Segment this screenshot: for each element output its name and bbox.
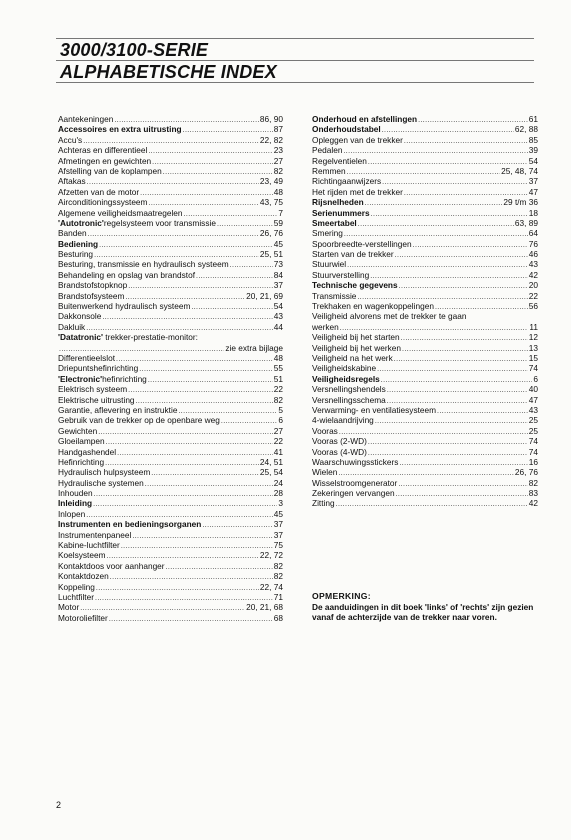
index-entry: [312, 156, 538, 166]
entry-page: 20, 21, 69: [246, 290, 283, 301]
index-entry: [312, 363, 538, 373]
index-entry: [58, 145, 283, 155]
index-entry: [58, 457, 283, 467]
entry-page: 43: [528, 259, 538, 270]
entry-title: Versnellingshendels: [312, 384, 386, 395]
index-entry: [312, 374, 538, 384]
index-entry: [312, 353, 538, 363]
entry-title: Kontaktdoos voor aanhanger: [58, 560, 165, 571]
entry-page: 43: [273, 311, 283, 322]
entry-title: Instrumentenpaneel: [58, 529, 132, 540]
index-entry: [58, 415, 283, 425]
entry-title: Regelventielen: [312, 155, 367, 166]
index-entry: [58, 322, 283, 332]
index-entry: [312, 343, 538, 353]
entry-title: Wielen: [312, 467, 338, 478]
entry-title: Kontaktdozen: [58, 571, 109, 582]
entry-title: Veiligheid bij het werken: [312, 342, 402, 353]
entry-page: 6: [278, 415, 283, 426]
index-entry: [312, 436, 538, 446]
index-entry: [312, 124, 538, 134]
entry-title: Hefinrichting: [58, 456, 105, 467]
entry-page: 47: [528, 186, 538, 197]
index-column-left: [58, 114, 283, 623]
entry-title: Inhouden: [58, 488, 93, 499]
index-entry: [312, 187, 538, 197]
entry-title: 'Autotronic': [58, 217, 104, 228]
index-entry: [58, 291, 283, 301]
index-entry: [58, 208, 283, 218]
index-entry: [312, 135, 538, 145]
entry-title: Spoorbreedte-verstellingen: [312, 238, 412, 249]
entry-title: Pedalen: [312, 145, 343, 156]
entry-title: Smeertabel: [312, 217, 357, 228]
entry-title: Verwarming- en ventilatiesysteem: [312, 404, 437, 415]
index-entry: [312, 218, 538, 228]
entry-page: 41: [273, 446, 283, 457]
index-entry: [58, 613, 283, 623]
entry-page: 20: [528, 280, 538, 291]
index-entry: [58, 405, 283, 415]
entry-title: Wisselstroomgenerator: [312, 477, 398, 488]
index-entry: [58, 270, 283, 280]
entry-title: Instrumenten en bedieningsorganen: [58, 519, 202, 530]
index-entry: [312, 145, 538, 155]
index-title: ALPHABETISCHE INDEX: [60, 62, 277, 82]
entry-title: Kabine-luchtfilter: [58, 540, 120, 551]
entry-title: Vooras (2-WD): [312, 436, 367, 447]
entry-page: 74: [528, 363, 538, 374]
entry-title: Hydraulisch hulpsysteem: [58, 467, 151, 478]
index-entry: [58, 135, 283, 145]
entry-page: 7: [278, 207, 283, 218]
entry-page: 27: [273, 425, 283, 436]
index-entry: [58, 280, 283, 290]
entry-page: 47: [528, 394, 538, 405]
entry-page: 13: [528, 342, 538, 353]
index-entry: [58, 395, 283, 405]
index-entry: [58, 301, 283, 311]
entry-title: Banden: [58, 228, 87, 239]
index-entry: [312, 426, 538, 436]
entry-page: 37: [273, 519, 283, 530]
entry-page: 68: [273, 612, 283, 623]
entry-title: 'Datatronic': [58, 332, 103, 343]
index-entry: [58, 187, 283, 197]
index-entry: [58, 447, 283, 457]
index-entry: [312, 208, 538, 218]
entry-title: Differentieelslot: [58, 353, 116, 363]
index-entry: [58, 156, 283, 166]
index-entry: [58, 249, 283, 259]
entry-title: Trekhaken en wagenkoppelingen: [312, 301, 434, 312]
entry-title: Luchtfilter: [58, 591, 94, 602]
entry-title: Dakluik: [58, 321, 86, 332]
index-entry: [58, 124, 283, 134]
entry-page: 48: [273, 186, 283, 197]
entry-title: Smering: [312, 228, 343, 239]
entry-title: Zitting: [312, 498, 335, 509]
entry-page: 12: [528, 332, 538, 343]
entry-page: 40: [528, 384, 538, 395]
index-entry: [312, 332, 538, 342]
entry-page: 15: [528, 353, 538, 363]
entry-title: Rijsnelheden: [312, 197, 364, 208]
index-entry: [58, 467, 283, 477]
entry-title: Inleiding: [58, 498, 93, 509]
entry-page: 54: [528, 155, 538, 166]
entry-page: 16: [528, 456, 538, 467]
entry-page: 22, 82: [259, 134, 283, 145]
entry-title: Remmen: [312, 165, 346, 176]
entry-title: Onderhoud en afstellingen: [312, 114, 418, 124]
entry-title: Motor: [58, 602, 80, 613]
entry-page: 74: [528, 446, 538, 457]
index-entry: [58, 353, 283, 363]
entry-page: 62, 88: [514, 124, 538, 135]
entry-title: Vooras: [312, 425, 338, 436]
index-entry: [58, 571, 283, 581]
entry-page: 22: [273, 384, 283, 395]
index-entry: [58, 561, 283, 571]
entry-page: 27: [273, 155, 283, 166]
entry-page: 76: [528, 238, 538, 249]
index-entry: [312, 228, 538, 238]
entry-page: 5: [278, 404, 283, 415]
entry-page: 42: [528, 498, 538, 509]
entry-title: Bediening: [58, 238, 99, 249]
index-entry: [312, 405, 538, 415]
index-entry: [58, 166, 283, 176]
entry-page: 3: [278, 498, 283, 509]
entry-title: Afmetingen en gewichten: [58, 155, 152, 166]
entry-page: 11: [529, 321, 538, 332]
index-entry: [312, 457, 538, 467]
entry-page: 25, 51: [259, 249, 283, 260]
entry-title: Aftakas: [58, 176, 86, 187]
entry-title: Gebruik van de trekker op de openbare weg: [58, 415, 220, 426]
entry-title: Accessoires en extra uitrusting: [58, 124, 182, 135]
entry-page: 23, 49: [259, 176, 283, 187]
entry-title: Versnellingsschema: [312, 394, 386, 405]
entry-title: Elektrische uitrusting: [58, 394, 135, 405]
index-entry: [58, 436, 283, 446]
index-entry: [58, 550, 283, 560]
entry-page: zie extra bijlage: [225, 342, 283, 353]
entry-title: Besturing, transmissie en hydraulisch systeem: [58, 259, 229, 270]
entry-title: Besturing: [58, 249, 94, 260]
note-block: [312, 591, 540, 623]
index-entry: [312, 488, 538, 498]
entry-page: 28: [273, 488, 283, 499]
index-entry: [58, 259, 283, 269]
dot-leader: [336, 498, 528, 510]
index-entry: [58, 218, 283, 228]
entry-page: 43, 75: [259, 197, 283, 208]
entry-title: Elektrisch systeem: [58, 384, 128, 395]
entry-page: 82: [528, 477, 538, 488]
entry-page: 63, 89: [514, 217, 538, 228]
entry-page: 25: [528, 415, 538, 426]
entry-page: 39: [528, 145, 538, 156]
entry-title: Hydraulische systemen: [58, 477, 144, 488]
index-entry: [312, 291, 538, 301]
index-entry: [58, 239, 283, 249]
entry-page: 29 t/m 36: [503, 197, 538, 208]
entry-page: 64: [528, 228, 538, 239]
entry-page: 48: [273, 353, 283, 363]
entry-title: Algemene veiligheidsmaatregelen: [58, 207, 183, 218]
entry-title: Driepuntshefinrichting: [58, 363, 139, 374]
entry-page: 37: [273, 280, 283, 291]
entry-page: 45: [273, 508, 283, 519]
entry-title: Onderhoudstabel: [312, 124, 381, 135]
entry-page: 22, 74: [259, 581, 283, 592]
entry-page: 87: [273, 124, 283, 135]
entry-title: Gloeilampen: [58, 436, 105, 447]
index-entry: [312, 114, 538, 124]
entry-page: 71: [273, 591, 283, 602]
entry-title: Stuurwiel: [312, 259, 347, 270]
entry-title: Koppeling: [58, 581, 95, 592]
entry-title: Motoroliefilter: [58, 612, 108, 623]
entry-title: 4-wielaandrijving: [312, 415, 374, 426]
index-entry: [58, 592, 283, 602]
entry-page: 85: [528, 134, 538, 145]
index-entry: [58, 197, 283, 207]
entry-page: 61: [528, 114, 538, 124]
entry-page: 46: [528, 249, 538, 260]
entry-page: 73: [273, 259, 283, 270]
entry-page: 54: [273, 301, 283, 312]
entry-page: 37: [528, 176, 538, 187]
entry-page: 51: [273, 373, 283, 384]
note-heading: OPMERKING:: [312, 591, 371, 601]
entry-page: 26, 76: [514, 467, 538, 478]
index-entry: [312, 478, 538, 488]
index-entry: [312, 384, 538, 394]
entry-title: Buitenwerkend hydraulisch systeem: [58, 301, 191, 312]
entry-title: Dakkonsole: [58, 311, 102, 322]
entry-page: 6: [533, 373, 538, 384]
entry-page: 84: [273, 269, 283, 280]
entry-title: 'Electronic': [58, 373, 103, 384]
entry-title: Aantekeningen: [58, 114, 114, 124]
entry-page: 45: [273, 238, 283, 249]
entry-title: Accu's: [58, 134, 83, 145]
entry-page: 83: [528, 488, 538, 499]
entry-title: Achteras en differentieel: [58, 145, 148, 156]
entry-title: trekker-prestatie-monitor:: [102, 332, 198, 343]
entry-title: Afstelling van de koplampen: [58, 165, 162, 176]
entry-page: 86, 90: [259, 114, 283, 124]
entry-title: Veiligheidsregels: [312, 373, 380, 384]
index-column-right: [312, 114, 538, 509]
entry-title: hefinrichting: [102, 373, 147, 384]
index-entry: [312, 447, 538, 457]
index-entry: [312, 270, 538, 280]
page-header: [56, 38, 534, 83]
entry-title: Inlopen: [58, 508, 86, 519]
entry-page: 44: [273, 321, 283, 332]
entry-page: 43: [528, 404, 538, 415]
index-entry: [312, 166, 538, 176]
index-entry: [58, 332, 283, 353]
entry-page: 59: [273, 217, 283, 228]
index-entry: [58, 509, 283, 519]
entry-title: Brandstofsysteem: [58, 290, 125, 301]
index-entry: [58, 519, 283, 529]
entry-page: 25, 48, 74: [501, 165, 538, 176]
index-entry: [58, 602, 283, 612]
dot-leader: [109, 613, 273, 625]
series-title: 3000/3100-SERIE: [60, 40, 209, 60]
entry-page: 82: [273, 571, 283, 582]
index-entry: [58, 540, 283, 550]
entry-page: 26, 76: [259, 228, 283, 239]
entry-page: 22: [528, 290, 538, 301]
entry-page: 22: [273, 436, 283, 447]
entry-title: Brandstofstopknop: [58, 280, 128, 291]
index-entry: [312, 280, 538, 290]
index-entry: [312, 249, 538, 259]
header-bottom-rule: [56, 82, 534, 83]
index-entry: [312, 415, 538, 425]
entry-title: Gewichten: [58, 425, 98, 436]
entry-page: 55: [273, 363, 283, 374]
index-entry: [312, 197, 538, 207]
entry-title: Veiligheid bij het starten: [312, 332, 400, 343]
index-entry: [58, 363, 283, 373]
page-number: 2: [56, 800, 62, 810]
entry-title: Zekeringen vervangen: [312, 488, 395, 499]
entry-title: Veiligheidskabine: [312, 363, 377, 374]
index-entry: [58, 176, 283, 186]
index-entry: [58, 488, 283, 498]
entry-page: 24, 51: [259, 456, 283, 467]
index-entry: [312, 239, 538, 249]
entry-title: Behandeling en opslag van brandstof: [58, 269, 196, 280]
entry-page: 82: [273, 394, 283, 405]
entry-page: 23: [273, 145, 283, 156]
entry-title: Vooras (4-WD): [312, 446, 367, 457]
entry-title: Garantie, aflevering en instruktie: [58, 404, 178, 415]
entry-page: 75: [273, 540, 283, 551]
index-entry: [312, 498, 538, 508]
index-entry: [58, 478, 283, 488]
entry-title: Technische gegevens: [312, 280, 398, 291]
index-entry: [58, 530, 283, 540]
entry-page: 74: [528, 436, 538, 447]
entry-title: Richtingaanwijzers: [312, 176, 382, 187]
note-body: De aanduidingen in dit boek 'links' of 'rechts' zijn gezien vanaf de achterzijde van de trekker naar voren.: [312, 601, 534, 623]
entry-title: Veiligheid na het werk: [312, 353, 393, 363]
entry-title: Transmissie: [312, 290, 357, 301]
entry-title: Stuurverstelling: [312, 269, 370, 280]
entry-title: Airconditioningssysteem: [58, 197, 148, 208]
entry-title: Het rijden met de trekker: [312, 186, 403, 197]
index-entry: [312, 467, 538, 477]
entry-page: 25: [528, 425, 538, 436]
entry-title: Waarschuwingsstickers: [312, 456, 399, 467]
entry-title: regelsysteem voor transmissie: [103, 217, 216, 228]
entry-title: Opleggen van de trekker: [312, 134, 403, 145]
entry-title: Handgashendel: [58, 446, 117, 457]
entry-title: Serienummers: [312, 207, 370, 218]
entry-title: Starten van de trekker: [312, 249, 394, 260]
entry-page: 56: [528, 301, 538, 312]
entry-page: 18: [528, 207, 538, 218]
index-entry: [58, 228, 283, 238]
index-entry: [58, 374, 283, 384]
entry-title: Koelsysteem: [58, 550, 106, 561]
index-entry: [312, 301, 538, 311]
index-entry: [58, 498, 283, 508]
entry-title: Veiligheid alvorens met de trekker te gaan: [312, 311, 467, 322]
index-entry: [58, 311, 283, 321]
index-entry: [58, 426, 283, 436]
index-entry: [58, 114, 283, 124]
entry-page: 82: [273, 165, 283, 176]
entry-page: 24: [273, 477, 283, 488]
entry-page: 42: [528, 269, 538, 280]
entry-page: 22, 72: [259, 550, 283, 561]
index-entry: [312, 311, 538, 332]
entry-title: werken: [312, 321, 339, 332]
index-entry: [58, 384, 283, 394]
entry-page: 25, 54: [259, 467, 283, 478]
entry-page: 82: [273, 560, 283, 571]
index-entry: [312, 395, 538, 405]
entry-page: 20, 21, 68: [246, 602, 283, 613]
index-entry: [312, 259, 538, 269]
entry-page: 37: [273, 529, 283, 540]
index-entry: [312, 176, 538, 186]
index-entry: [58, 582, 283, 592]
entry-title: Afzetten van de motor: [58, 186, 140, 197]
